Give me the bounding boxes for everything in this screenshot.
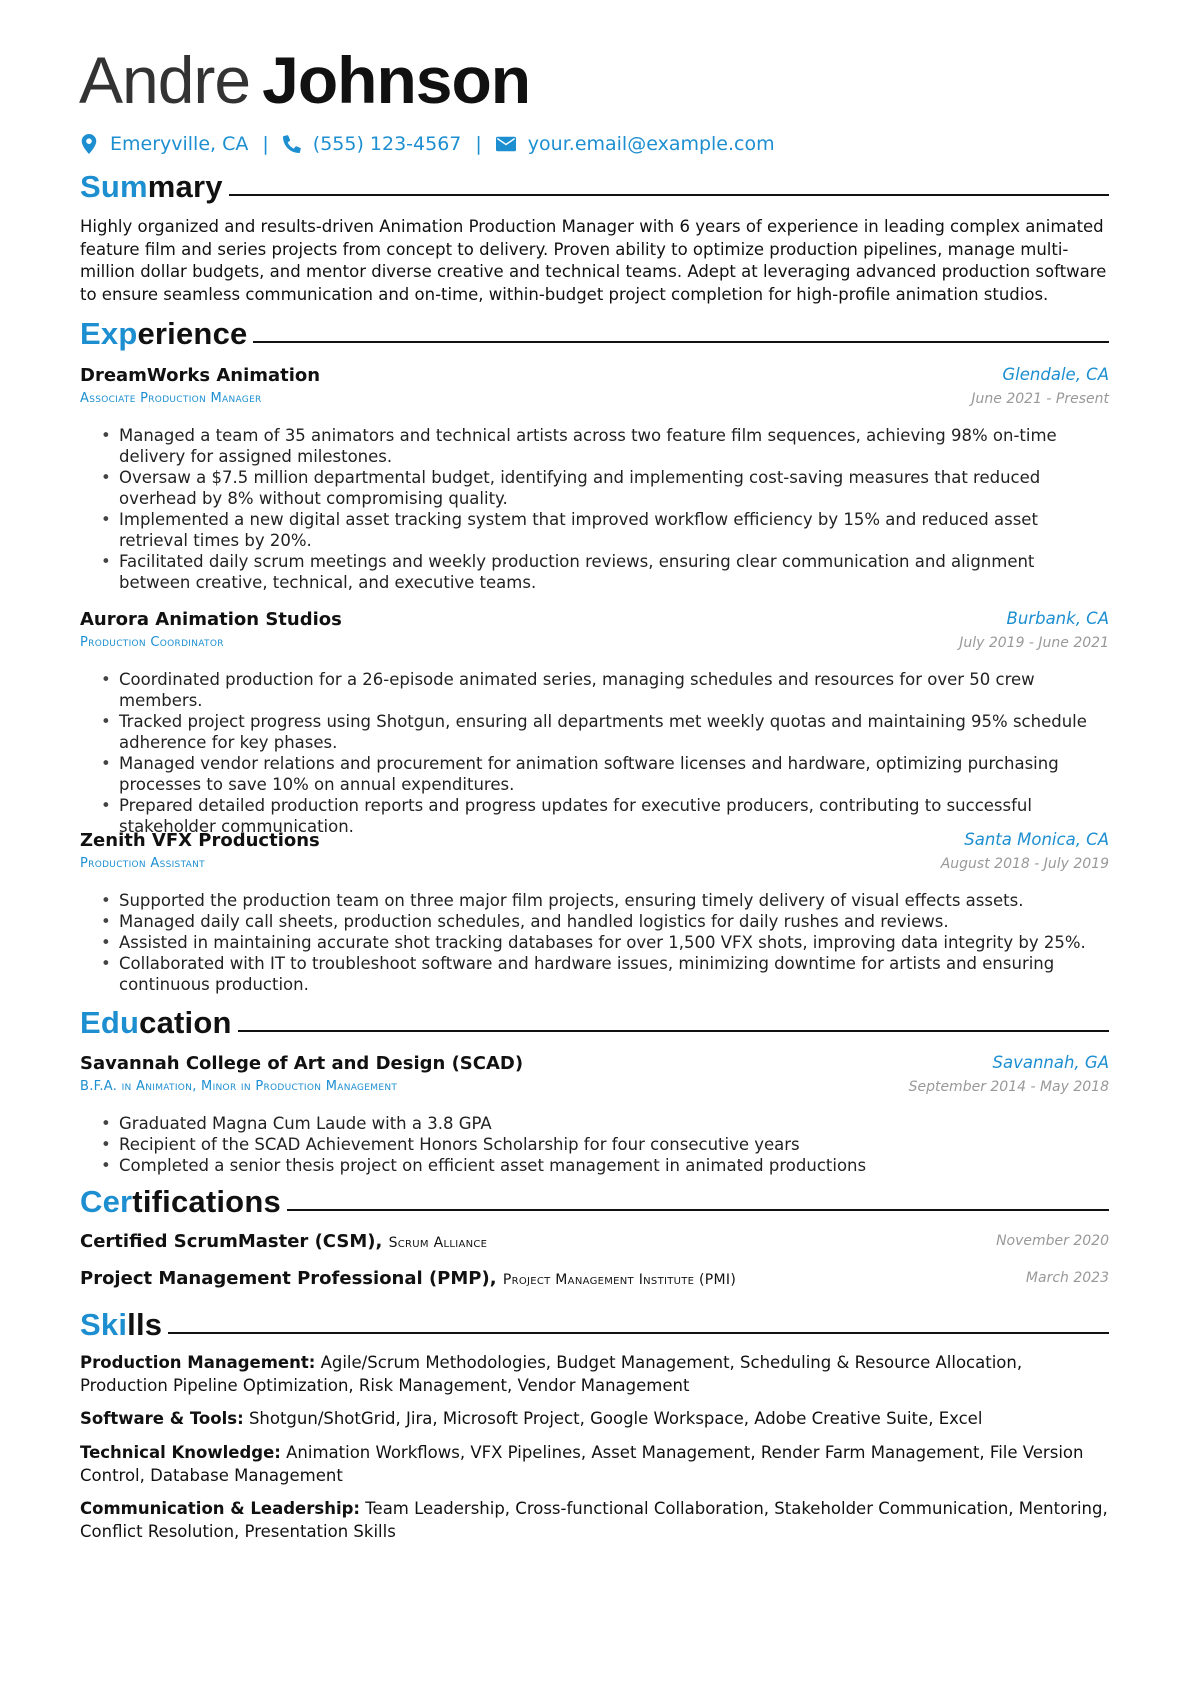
contact-email[interactable] xyxy=(496,133,775,155)
list-item: • Managed daily call sheets, production schedules, and handled logistics for daily rushes and reviews. xyxy=(98,911,1109,932)
job-dates: July 2019 - June 2021 xyxy=(959,635,1109,651)
company-name: Aurora Animation Studios xyxy=(80,609,342,630)
section-title: Skills xyxy=(80,1307,163,1342)
certification-item xyxy=(80,1231,1109,1257)
job-title: Production Coordinator xyxy=(80,635,224,650)
list-item: • Facilitated daily scrum meetings and weekly production reviews, ensuring clear communication and alignment between creative, technical, and executive teams. xyxy=(98,551,1109,593)
experience-entry-header xyxy=(80,830,1109,878)
envelope-icon xyxy=(496,134,516,154)
job-title: Associate Production Manager xyxy=(80,391,262,406)
job-bullets xyxy=(98,890,1109,995)
list-item: • Collaborated with IT to troubleshoot software and hardware issues, minimizing downtime for artists and ensuring continuous production. xyxy=(98,953,1109,995)
contact-bar xyxy=(80,133,775,155)
skill-list: Team Leadership, Cross-functional Collaboration, Stakeholder Communication, Mentoring, Conflict Resolution, Presentation Skills xyxy=(80,1499,1108,1541)
skill-category: Communication & Leadership: xyxy=(80,1499,361,1518)
section-rule xyxy=(238,1030,1109,1032)
degree: B.F.A. in Animation, Minor in Production Management xyxy=(80,1079,398,1094)
list-item: • Supported the production team on three major film projects, ensuring timely delivery of visual effects assets. xyxy=(98,890,1109,911)
experience-entry-header xyxy=(80,365,1109,413)
list-item: • Assisted in maintaining accurate shot tracking databases for over 1,500 VFX shots, improving data integrity by 25%. xyxy=(98,932,1109,953)
candidate-name xyxy=(79,40,530,121)
job-location: Santa Monica, CA xyxy=(964,830,1109,849)
section-title: Experience xyxy=(80,316,248,351)
skill-row xyxy=(80,1408,1109,1431)
education-bullets xyxy=(98,1113,1109,1176)
summary-heading xyxy=(80,167,1109,207)
section-rule xyxy=(229,194,1109,196)
contact-location xyxy=(80,133,248,155)
section-rule xyxy=(253,341,1109,343)
skill-category: Software & Tools: xyxy=(80,1409,244,1428)
school-name: Savannah College of Art and Design (SCAD) xyxy=(80,1053,524,1074)
first-name: Andre xyxy=(79,43,251,117)
certification-item xyxy=(80,1268,1109,1294)
phone-icon xyxy=(283,134,301,154)
certification-issuer: Scrum Alliance xyxy=(388,1235,488,1251)
section-rule xyxy=(168,1332,1109,1334)
list-item: • Oversaw a $7.5 million departmental budget, identifying and implementing cost-saving measures that reduced overhead by 8% without compromising quality. xyxy=(98,467,1109,509)
email-link: your.email@example.com xyxy=(527,133,775,155)
skill-category: Production Management: xyxy=(80,1353,316,1372)
skill-row xyxy=(80,1498,1109,1543)
education-heading xyxy=(80,1003,1109,1043)
certifications-heading xyxy=(80,1182,1109,1222)
list-item: • Tracked project progress using Shotgun, ensuring all departments met weekly quotas and maintaining 95% schedule adherence for key phases. xyxy=(98,711,1109,753)
map-marker-icon xyxy=(80,134,98,154)
skills-heading xyxy=(80,1305,1109,1345)
list-item: • Graduated Magna Cum Laude with a 3.8 GPA xyxy=(98,1113,1109,1134)
section-rule xyxy=(287,1209,1109,1211)
list-item: • Managed a team of 35 animators and technical artists across two feature film sequences, achieving 98% on-time delivery for assigned milestones. xyxy=(98,425,1109,467)
job-location: Glendale, CA xyxy=(1002,365,1109,384)
list-item: • Coordinated production for a 26-episode animated series, managing schedules and resources for over 50 crew members. xyxy=(98,669,1109,711)
list-item: • Recipient of the SCAD Achievement Honors Scholarship for four consecutive years xyxy=(98,1134,1109,1155)
school-location: Savannah, GA xyxy=(992,1053,1109,1072)
company-name: Zenith VFX Productions xyxy=(80,830,320,851)
contact-phone[interactable] xyxy=(283,133,462,155)
company-name: DreamWorks Animation xyxy=(80,365,321,386)
section-title: Certifications xyxy=(80,1184,281,1219)
certification-issuer: Project Management Institute (PMI) xyxy=(502,1272,737,1288)
job-bullets xyxy=(98,669,1109,837)
contact-separator: | xyxy=(475,133,482,155)
education-entry-header xyxy=(80,1053,1109,1101)
contact-separator: | xyxy=(262,133,269,155)
experience-entry-header xyxy=(80,609,1109,657)
experience-heading xyxy=(80,314,1109,354)
skill-row xyxy=(80,1352,1109,1397)
last-name: Johnson xyxy=(262,43,531,117)
phone-text: (555) 123-4567 xyxy=(312,133,462,155)
job-title: Production Assistant xyxy=(80,856,205,871)
list-item: • Prepared detailed production reports and progress updates for executive producers, contributing to successful stakeholder communication. xyxy=(98,795,1109,837)
job-dates: August 2018 - July 2019 xyxy=(940,856,1109,872)
skill-row xyxy=(80,1442,1109,1487)
list-item: • Implemented a new digital asset tracking system that improved workflow efficiency by 15% and reduced asset retrieval times by 20%. xyxy=(98,509,1109,551)
job-location: Burbank, CA xyxy=(1006,609,1109,628)
skill-list: Agile/Scrum Methodologies, Budget Management, Scheduling & Resource Allocation, Production Pipeline Optimization, Risk Management, Vendor Management xyxy=(80,1353,1023,1395)
list-item: • Completed a senior thesis project on efficient asset management in animated productions xyxy=(98,1155,1109,1176)
section-title: Education xyxy=(80,1005,232,1040)
section-title: Summary xyxy=(80,169,223,204)
certification-date: March 2023 xyxy=(1025,1270,1109,1286)
skill-category: Technical Knowledge: xyxy=(80,1443,281,1462)
certification-name: Certified ScrumMaster (CSM), xyxy=(80,1231,383,1252)
skill-list: Shotgun/ShotGrid, Jira, Microsoft Project, Google Workspace, Adobe Creative Suite, Excel xyxy=(248,1409,983,1428)
job-dates: June 2021 - Present xyxy=(971,391,1109,407)
list-item: • Managed vendor relations and procurement for animation software licenses and hardware, optimizing purchasing processes to save 10% on annual expenditures. xyxy=(98,753,1109,795)
school-dates: September 2014 - May 2018 xyxy=(908,1079,1109,1095)
certification-name: Project Management Professional (PMP), xyxy=(80,1268,497,1289)
skill-list: Animation Workflows, VFX Pipelines, Asset Management, Render Farm Management, File Version Control, Database Management xyxy=(80,1443,1084,1485)
location-text: Emeryville, CA xyxy=(110,133,249,155)
certification-date: November 2020 xyxy=(996,1233,1109,1249)
job-bullets xyxy=(98,425,1109,593)
summary-text: Highly organized and results-driven Animation Production Manager with 6 years of experience in leading complex animated feature film and series projects from concept to delivery. Proven ability to optimize production pipelines, manage multi-million dollar budgets, and mentor diverse creative and technical teams. Adept at leveraging advanced production software to ensure seamless communication and on-time, within-budget project completion for high-profile animation studios. xyxy=(80,217,1107,304)
